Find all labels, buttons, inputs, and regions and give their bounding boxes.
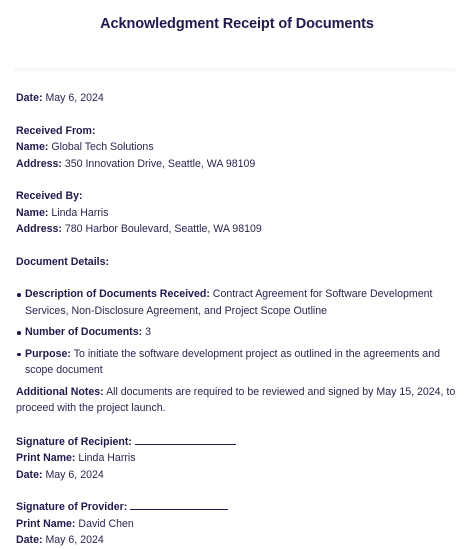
item-text: 3 [145,326,151,338]
recipient-print-name-label: Print Name: [16,452,76,464]
document-details-heading-text: Document Details: [16,255,110,268]
recipient-print-name: Linda Harris [78,452,136,464]
item-text: To initiate the software development project as outlined in the agreements and scope document [25,347,440,376]
provider-date-label: Date: [16,534,43,546]
notes-label: Additional Notes: [16,385,104,398]
document-details-list [16,286,458,379]
list-item [25,324,458,341]
recipient-signature-line [16,434,458,451]
provider-date: May 6, 2024 [45,534,104,546]
received-from-address-line [16,156,458,173]
recipient-date-label: Date: [16,468,43,481]
recipient-signature-label: Signature of Recipient: [16,435,132,448]
document-title: Acknowledgment Receipt of Documents [100,16,374,32]
received-from-address-label: Address: [16,157,62,170]
received-from-heading [16,123,458,140]
provider-signature-blank [130,499,228,510]
item-label: Number of Documents: [25,326,143,338]
list-item [25,346,458,379]
received-by-address-line [16,221,458,238]
provider-date-line [16,532,458,549]
recipient-signature-blank [135,434,236,445]
header-divider [14,68,456,72]
provider-print-name: David Chen [78,517,134,530]
provider-print-name-label: Print Name: [16,517,76,530]
list-item [25,286,458,319]
received-by-name: Linda Harris [51,206,109,219]
document-details-heading [16,254,458,271]
received-from-heading-text: Received From: [16,124,96,137]
provider-print-name-line [16,516,458,533]
item-text: Contract Agreement for Software Development Services, Non-Disclosure Agreement, and Project Scope Outline [25,288,433,317]
recipient-date-line [16,467,458,484]
received-by-heading-text: Received By: [16,190,83,202]
recipient-date: May 6, 2024 [45,468,104,481]
recipient-print-name-line [16,450,458,467]
provider-signature-line [16,499,458,516]
received-from-name: Global Tech Solutions [51,141,154,153]
received-from-address: 350 Innovation Drive, Seattle, WA 98109 [64,157,256,170]
received-by-name-label: Name: [16,206,49,219]
received-by-heading [16,188,458,205]
received-from-name-label: Name: [16,141,49,153]
item-label: Description of Documents Received: [25,288,210,300]
provider-signature-label: Signature of Provider: [16,501,128,513]
date-line [16,90,458,107]
item-label: Purpose: [25,347,71,360]
date-value: May 6, 2024 [45,92,104,104]
received-by-address: 780 Harbor Boulevard, Seattle, WA 98109 [64,223,262,235]
received-from-name-line [16,139,458,156]
additional-notes [16,384,458,417]
received-by-name-line [16,205,458,222]
date-label: Date: [16,92,43,104]
notes-text: All documents are required to be reviewed and signed by May 15, 2024, to proceed with the project launch. [16,385,456,414]
document-body [16,90,458,549]
received-by-address-label: Address: [16,223,62,235]
